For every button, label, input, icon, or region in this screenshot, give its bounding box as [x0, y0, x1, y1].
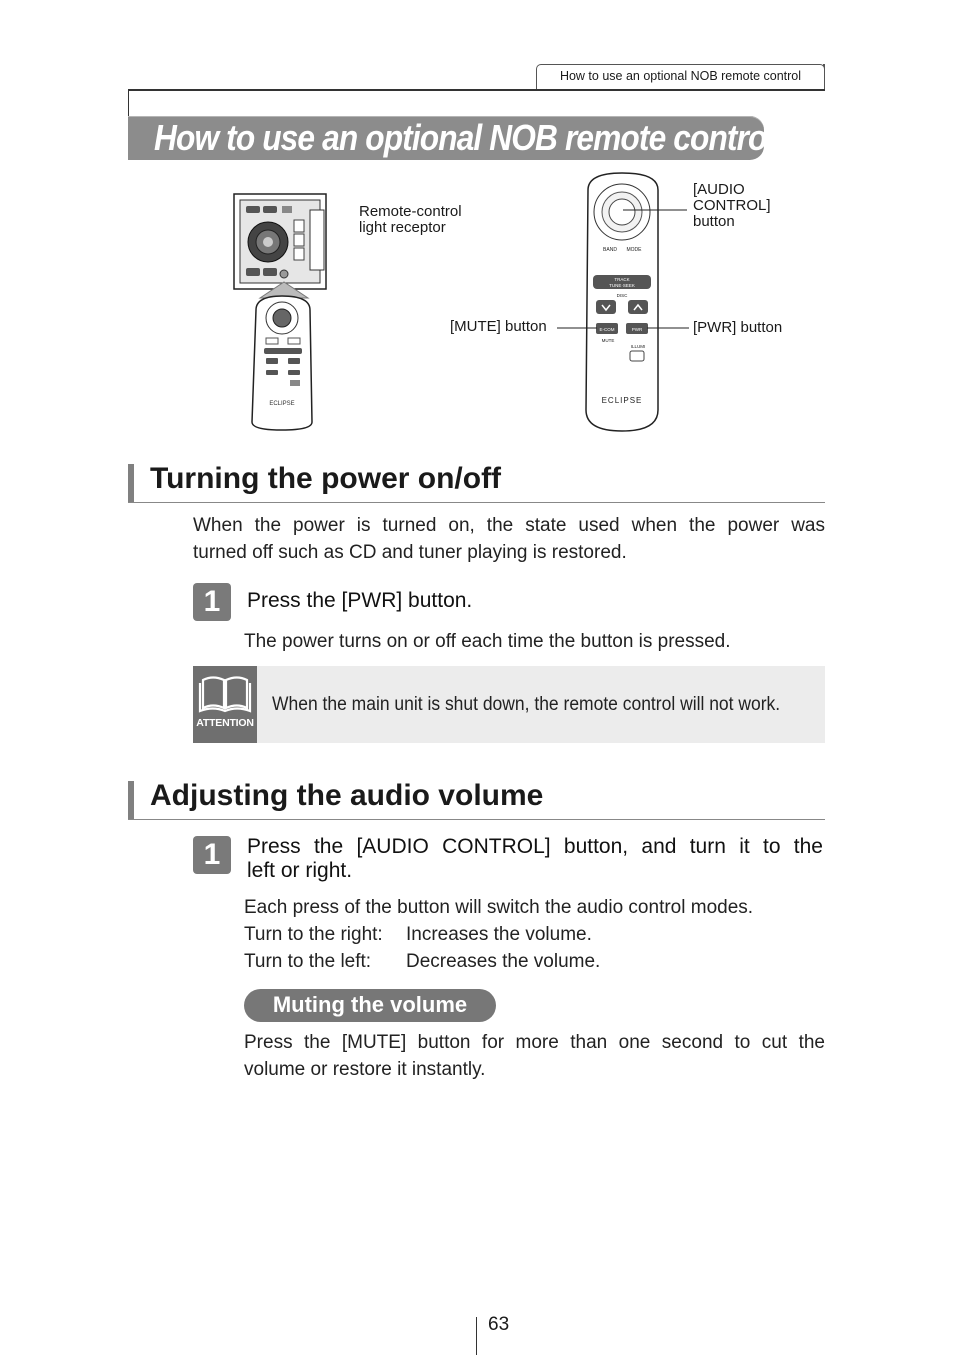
audio-control-label: [AUDIO CONTROL] button [693, 181, 771, 230]
attention-text: When the main unit is shut down, the remote control will not work. [272, 694, 781, 715]
receptor-label: Remote-control light receptor [359, 203, 462, 236]
mute-key-label: MUTE [601, 338, 615, 343]
mute-label: [MUTE] button [450, 318, 547, 335]
running-header: How to use an optional NOB remote control [536, 64, 825, 89]
section-marker [128, 781, 134, 819]
turn-left-value: Decreases the volume. [406, 951, 601, 972]
pwr-key-label: PWR [631, 327, 643, 332]
section-rule [128, 819, 825, 820]
figure-leader-lines [555, 205, 695, 335]
turn-left-label: Turn to the left: [244, 951, 372, 972]
tune-seek-key-label: TUNE·SEEK [609, 283, 635, 288]
svg-text:ECLIPSE: ECLIPSE [269, 401, 295, 407]
section-marker [128, 464, 134, 502]
illumi-key-label: ILLUMI [630, 344, 646, 349]
power-intro-line1: When the power is turned on, the state used when the power was [193, 515, 825, 536]
attention-label: ATTENTION [196, 717, 254, 729]
step-number: 1 [193, 583, 231, 621]
main-title-band [128, 116, 775, 160]
power-step-detail: The power turns on or off each time the button is pressed. [244, 631, 731, 652]
turn-right-value: Increases the volume. [406, 924, 592, 945]
band-key-label: BAND [603, 247, 617, 253]
ecom-key-label: E-COM [599, 327, 615, 332]
pwr-label: [PWR] button [693, 319, 783, 336]
mute-line1: Press the [MUTE] button for more than one second to cut the [244, 1032, 825, 1053]
header-rule [128, 89, 825, 91]
attention-box [193, 666, 825, 743]
section-title-power: Turning the power on/off [150, 462, 502, 495]
page-number-rule [476, 1317, 477, 1355]
main-title: How to use an optional NOB remote control [154, 117, 775, 158]
section-title-volume: Adjusting the audio volume [150, 779, 544, 812]
power-intro-line2: turned off such as CD and tuner playing is restored. [193, 542, 627, 563]
header-rule-left [128, 89, 129, 119]
page-number: 63 [488, 1314, 510, 1335]
disc-key-label: DISC [616, 293, 628, 298]
mute-line2: volume or restore it instantly. [244, 1059, 486, 1080]
attention-icon [193, 666, 257, 743]
volume-detail-line1: Each press of the button will switch the audio control modes. [244, 897, 754, 918]
turn-right-label: Turn to the right: [244, 924, 383, 945]
section-rule [128, 502, 825, 503]
head-unit-illustration [230, 190, 330, 435]
book-icon [193, 666, 257, 716]
volume-step-line1: Press the [AUDIO CONTROL] button, and turn it to the [247, 835, 823, 858]
volume-step-line2: left or right. [247, 859, 353, 882]
power-step-text: Press the [PWR] button. [247, 589, 473, 612]
step-number: 1 [193, 836, 231, 874]
track-key-label: TRACK [614, 277, 630, 282]
muting-subheading: Muting the volume [244, 989, 496, 1022]
brand-label: ECLIPSE [601, 396, 643, 405]
mode-key-label: MODE [626, 247, 642, 253]
